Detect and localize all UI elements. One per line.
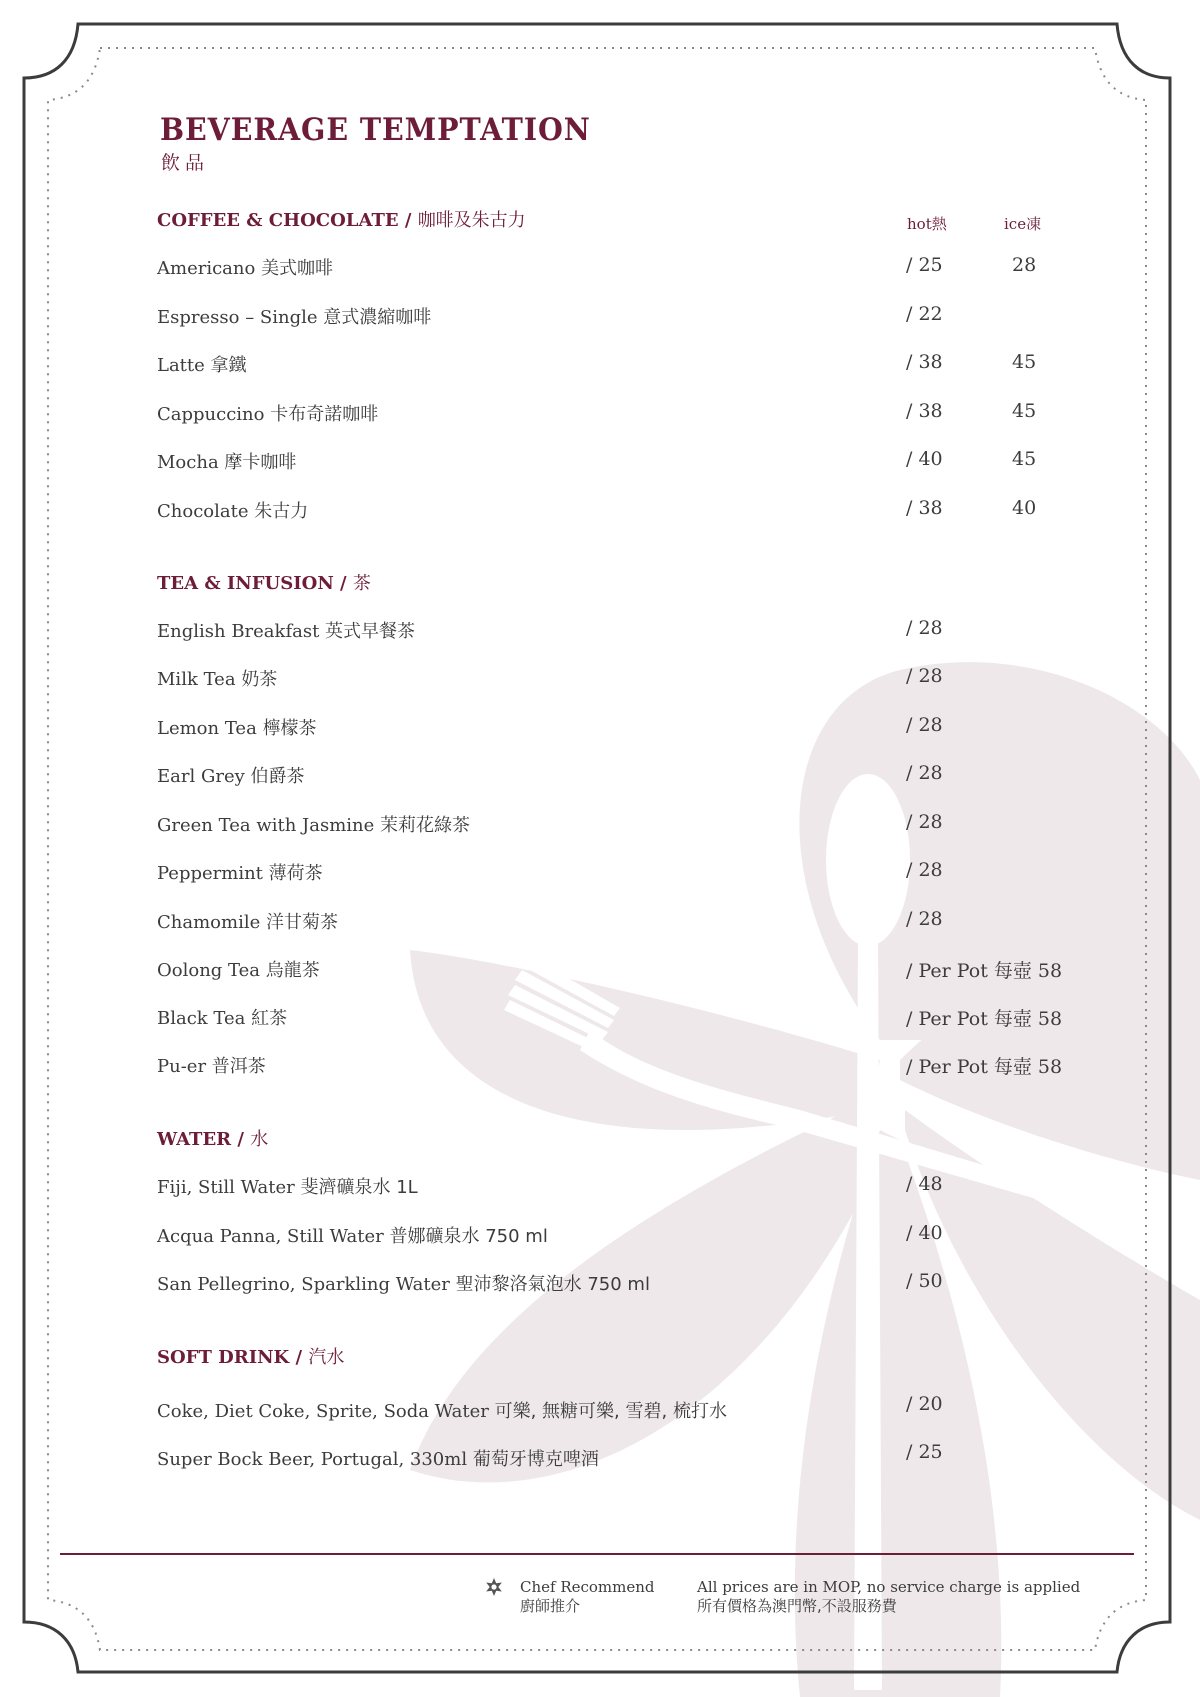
item-name-zh: 紅茶	[251, 1008, 288, 1029]
section-title-zh: 茶	[352, 573, 371, 594]
section-title-en: COFFEE & CHOCOLATE /	[157, 210, 412, 231]
item-name-en: Milk Tea	[157, 669, 236, 690]
item-name-zh: 普洱茶	[211, 1056, 266, 1077]
item-name-zh: 伯爵茶	[250, 766, 305, 787]
price-hot: / 28	[906, 859, 943, 881]
price-hot: / Per Pot 每壺 58	[906, 1056, 1063, 1078]
item-name-en: Coke, Diet Coke, Sprite, Soda Water	[157, 1401, 489, 1422]
price-hot: / 28	[906, 762, 943, 784]
ice-column-header: ice凍	[1004, 215, 1042, 233]
item-name	[157, 1004, 287, 1030]
item-name-zh: 意式濃縮咖啡	[323, 307, 432, 328]
price-hot: / Per Pot 每壺 58	[906, 1008, 1063, 1030]
item-name	[157, 714, 317, 740]
chef-recommend-icon	[484, 1577, 504, 1597]
chef-recommend-zh: 廚師推介	[520, 1597, 581, 1615]
price-note-zh: 所有價格為澳門幣,不設服務費	[697, 1597, 897, 1615]
item-name-en: Super Bock Beer, Portugal, 330ml	[157, 1449, 468, 1470]
price-hot: / 28	[906, 714, 943, 736]
menu-item-row	[0, 908, 1200, 938]
item-name-en: San Pellegrino, Sparkling Water	[157, 1274, 450, 1295]
item-name	[157, 351, 247, 377]
menu-item-row	[0, 254, 1200, 284]
hot-column-header: hot熱	[907, 215, 947, 233]
chef-recommend-en: Chef Recommend	[520, 1578, 655, 1596]
item-name	[157, 859, 323, 885]
item-name-en: Chocolate	[157, 501, 249, 522]
price-hot: / 25	[906, 254, 943, 276]
item-name	[157, 1052, 266, 1078]
section-header-soft-drink	[157, 1343, 344, 1369]
price-ice: 45	[1012, 400, 1037, 422]
item-name-en: Acqua Panna, Still Water	[157, 1226, 384, 1247]
item-name	[157, 400, 378, 426]
item-name-en: Mocha	[157, 452, 219, 473]
item-name	[157, 1222, 548, 1248]
item-name-zh: 斐濟礦泉水 1L	[300, 1177, 418, 1198]
item-name-en: Earl Grey	[157, 766, 245, 787]
item-name	[157, 1270, 650, 1296]
item-name-zh: 檸檬茶	[262, 718, 317, 739]
section-title-zh: 水	[250, 1129, 269, 1150]
item-name	[157, 1173, 418, 1199]
price-hot: / 40	[906, 448, 943, 470]
chef-recommend-legend	[520, 1578, 655, 1616]
item-name-en: Espresso – Single	[157, 307, 318, 328]
item-name-zh: 美式咖啡	[261, 258, 334, 279]
item-name-zh: 葡萄牙博克啤酒	[472, 1449, 599, 1470]
menu-item-row	[0, 811, 1200, 841]
price-hot: / 20	[906, 1393, 943, 1415]
item-name-en: Fiji, Still Water	[157, 1177, 295, 1198]
item-name-zh: 可樂, 無糖可樂, 雪碧, 梳打水	[494, 1401, 727, 1422]
menu-item-row	[0, 859, 1200, 889]
price-hot: / 38	[906, 400, 943, 422]
item-name-zh: 聖沛黎洛氣泡水 750 ml	[455, 1274, 650, 1295]
item-name-en: English Breakfast	[157, 621, 320, 642]
item-name	[157, 908, 338, 934]
item-name-zh: 烏龍茶	[265, 960, 320, 981]
price-hot: / 28	[906, 908, 943, 930]
section-header-tea	[157, 569, 371, 595]
price-hot: / 38	[906, 497, 943, 519]
price-hot: / 48	[906, 1173, 943, 1195]
item-name	[157, 254, 333, 280]
item-name	[157, 497, 308, 523]
item-name-en: Cappuccino	[157, 404, 265, 425]
item-name-zh: 英式早餐茶	[325, 621, 416, 642]
menu-item-row	[0, 1393, 1200, 1427]
menu-item-row	[0, 351, 1200, 381]
menu-item-row	[0, 497, 1200, 527]
item-name	[157, 1397, 727, 1423]
price-hot: / 25	[906, 1441, 943, 1463]
price-hot: / 28	[906, 617, 943, 639]
menu-item-row	[0, 665, 1200, 695]
menu-item-row	[0, 1441, 1200, 1475]
section-header-coffee	[157, 206, 526, 232]
price-hot: / 28	[906, 665, 943, 687]
section-title-zh: 汽水	[308, 1347, 345, 1368]
menu-item-row	[0, 1052, 1200, 1082]
section-title-en: SOFT DRINK /	[157, 1347, 303, 1368]
item-name	[157, 448, 296, 474]
item-name-zh: 奶茶	[241, 669, 278, 690]
price-hot: / Per Pot 每壺 58	[906, 960, 1063, 982]
price-hot: / 28	[906, 811, 943, 833]
price-hot: / 40	[906, 1222, 943, 1244]
menu-item-row	[0, 1270, 1200, 1300]
menu-item-row	[0, 400, 1200, 430]
item-name-zh: 普娜礦泉水 750 ml	[389, 1226, 548, 1247]
item-name-en: Oolong Tea	[157, 960, 261, 981]
item-name-en: Chamomile	[157, 912, 261, 933]
section-title-zh: 咖啡及朱古力	[417, 210, 526, 231]
price-ice: 28	[1012, 254, 1037, 276]
item-name-zh: 茉莉花綠茶	[380, 815, 471, 836]
section-header-water	[157, 1125, 268, 1151]
item-name	[157, 811, 470, 837]
item-name	[157, 1445, 599, 1471]
menu-item-row	[0, 956, 1200, 986]
menu-item-row	[0, 762, 1200, 792]
item-name-en: Black Tea	[157, 1008, 246, 1029]
price-hot: / 50	[906, 1270, 943, 1292]
menu-title: BEVERAGE TEMPTATION	[160, 112, 591, 148]
menu-item-row	[0, 1004, 1200, 1034]
item-name-zh: 卡布奇諾咖啡	[270, 404, 379, 425]
item-name-zh: 洋甘菊茶	[265, 912, 338, 933]
price-ice: 45	[1012, 448, 1037, 470]
menu-item-row	[0, 303, 1200, 333]
menu-subtitle: 飲品	[161, 152, 210, 174]
item-name-zh: 拿鐵	[210, 355, 247, 376]
menu-item-row	[0, 1222, 1200, 1252]
price-ice: 40	[1012, 497, 1037, 519]
price-ice: 45	[1012, 351, 1037, 373]
menu-item-row	[0, 617, 1200, 647]
item-name	[157, 956, 320, 982]
menu-item-row	[0, 1173, 1200, 1203]
section-title-en: WATER /	[157, 1129, 244, 1150]
item-name-en: Americano	[157, 258, 256, 279]
item-name	[157, 665, 277, 691]
price-note-en: All prices are in MOP, no service charge is applied	[697, 1578, 1081, 1596]
menu-item-row	[0, 448, 1200, 478]
item-name-zh: 薄荷茶	[268, 863, 323, 884]
item-name	[157, 617, 415, 643]
item-name-zh: 朱古力	[254, 501, 309, 522]
item-name	[157, 303, 431, 329]
price-hot: / 22	[906, 303, 943, 325]
item-name-en: Pu-er	[157, 1056, 207, 1077]
item-name-en: Latte	[157, 355, 205, 376]
item-name-en: Peppermint	[157, 863, 263, 884]
price-hot: / 38	[906, 351, 943, 373]
footer-divider	[60, 1553, 1134, 1555]
item-name-en: Green Tea with Jasmine	[157, 815, 375, 836]
item-name-zh: 摩卡咖啡	[224, 452, 297, 473]
item-name	[157, 762, 305, 788]
item-name-en: Lemon Tea	[157, 718, 257, 739]
menu-item-row	[0, 714, 1200, 744]
price-note	[697, 1578, 1080, 1616]
section-title-en: TEA & INFUSION /	[157, 573, 347, 594]
